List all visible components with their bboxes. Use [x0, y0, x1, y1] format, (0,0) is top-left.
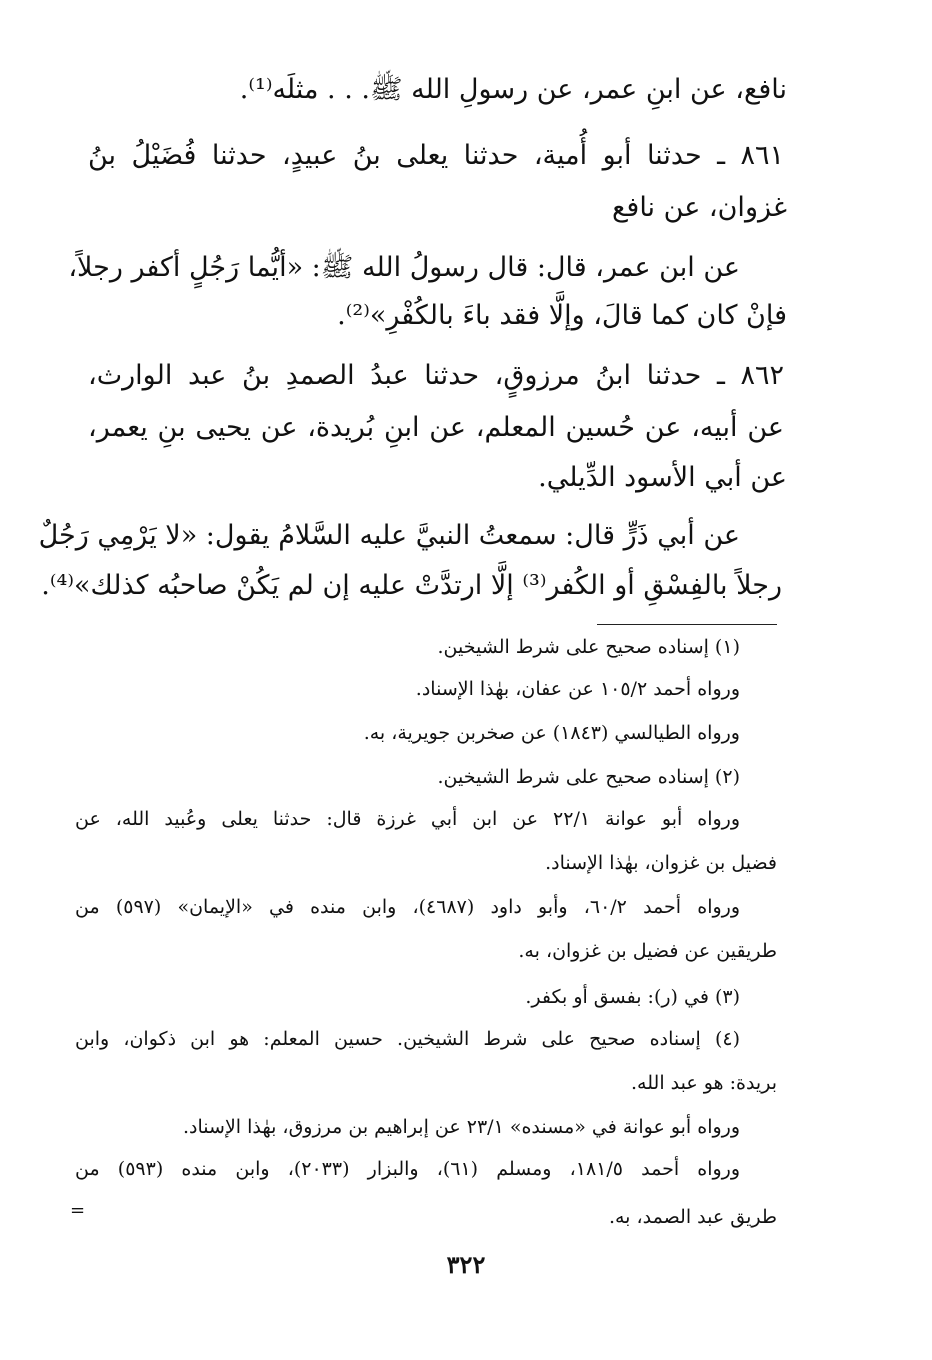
footnote-line: ورواه أبو عوانة في «مسنده» ٢٣/١ عن إبراهيم بن مرزوق، بهٰذا الإسناد. [183, 1116, 740, 1138]
footnote-line: ورواه أحمد ١٠٥/٢ عن عفان، بهٰذا الإسناد. [415, 678, 740, 700]
footnote-line: ورواه أحمد ٦٠/٢، وأبو داود (٤٦٨٧)، وابن منده في «الإيمان» (٥٩٧) من [75, 896, 740, 918]
footnote-line: (١) إسناده صحيح على شرط الشيخين. [437, 636, 740, 658]
footnote-divider [597, 624, 777, 625]
footnote-line: (٢) إسناده صحيح على شرط الشيخين. [437, 766, 740, 788]
hadith-861-matn-line: عن ابن عمر، قال: قال رسولُ الله ﷺ: «أيُّما رَجُلٍ أكفر رجلاً، [68, 252, 740, 283]
footnote-line: ورواه الطيالسي (١٨٤٣) عن صخربن جويرية، به. [363, 722, 740, 744]
hadith-861-isnad-line: غزوان، عن نافع [612, 192, 787, 223]
footnote-line: طريق عبد الصمد، به. [608, 1206, 777, 1228]
footnote-line: ورواه أبو عوانة ٢٢/١ عن ابن أبي غرزة قال: حدثنا يعلى وعُبيد الله، عن [75, 808, 740, 830]
footnote-line: طريقين عن فضيل بن غزوان، به. [518, 940, 777, 962]
hadith-862-isnad-line: عن أبي الأسود الدِّيلي. [538, 462, 787, 493]
page-number: ٣٢٢ [446, 1250, 486, 1279]
main-text-line: نافع، عن ابنِ عمر، عن رسولِ الله ﷺ. . . مثلَه⁽¹⁾. [239, 74, 787, 105]
footnote-line: (٤) إسناده صحيح على شرط الشيخين. حسين المعلم: هو ابن ذكوان، وابن [75, 1028, 740, 1050]
continuation-marker: = [70, 1200, 86, 1221]
hadith-862-isnad-line: عن أبيه، عن حُسين المعلم، عن ابنِ بُريدة، عن يحيى بنِ يعمر، [88, 412, 784, 443]
footnote-line: (٣) في (ر): بفسق أو بكفر. [525, 986, 740, 1008]
footnote-line: ورواه أحمد ١٨١/٥، ومسلم (٦١)، والبزار (٢٠٣٣)، وابن منده (٥٩٣) من [75, 1158, 741, 1180]
hadith-862-isnad-line: ٨٦٢ ـ حدثنا ابنُ مرزوقٍ، حدثنا عبدُ الصمدِ بنُ عبد الوارث، [88, 360, 784, 391]
hadith-861-matn-line: فإنْ كان كما قالَ، وإلَّا فقد باءَ بالكُفْرِ»⁽²⁾. [337, 300, 787, 331]
footnote-line: فضيل بن غزوان، بهٰذا الإسناد. [545, 852, 777, 874]
hadith-862-matn-line: رجلاً بالفِسْقِ أو الكُفر⁽³⁾ إلَّا ارتدَّتْ عليه إن لم يَكُنْ صاحبُه كذلك»⁽⁴⁾. [41, 570, 782, 601]
hadith-862-matn-line: عن أبي ذَرٍّ قال: سمعتُ النبيَّ عليه السَّلامُ يقول: «لا يَرْمِي رَجُلٌ [38, 520, 740, 551]
hadith-861-isnad-line: ٨٦١ ـ حدثنا أبو أُمية، حدثنا يعلى بنُ عبيدٍ، حدثنا فُضَيْلُ بنُ [88, 140, 784, 171]
footnote-line: بريدة: هو عبد الله. [631, 1072, 777, 1094]
